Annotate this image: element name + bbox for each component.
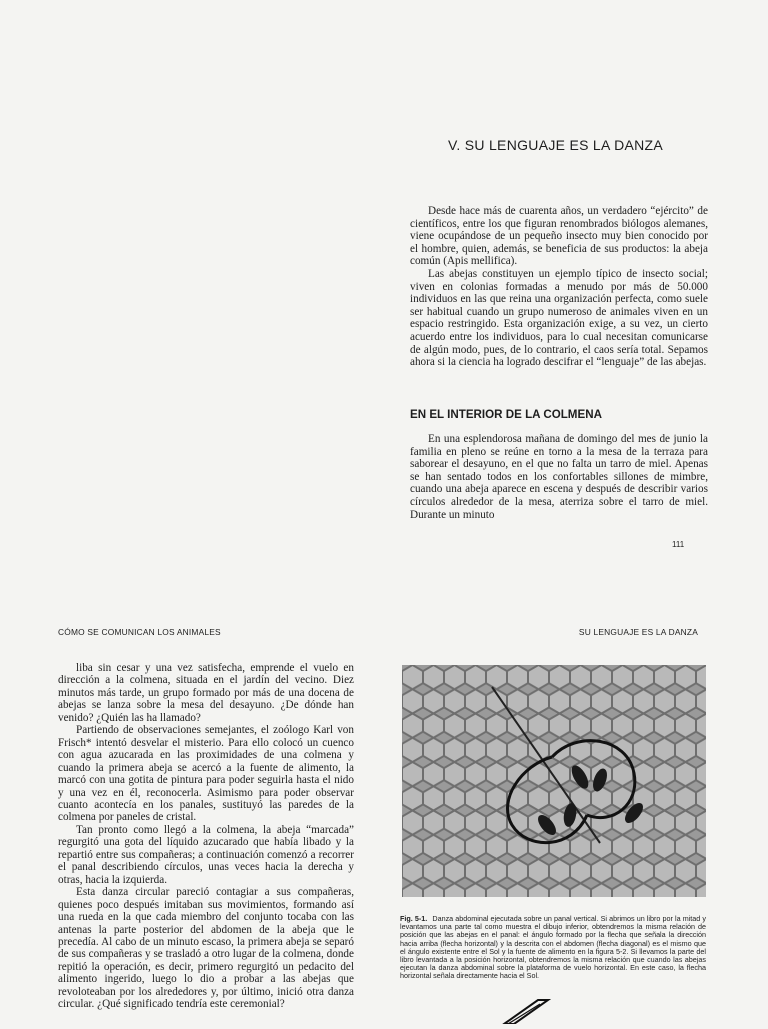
- paragraph: Tan pronto como llegó a la colmena, la abeja “marcada” regurgitó una gota del líquido azucarado que había libado y la repartió entre sus compañeras; a continuación comenzó a recorrer el panal describiendo círculos, unas veces hacia la derecha y otras, hacia la izquierda.: [58, 823, 354, 886]
- running-head-left: CÓMO SE COMUNICAN LOS ANIMALES: [58, 627, 221, 637]
- paragraph: Partiendo de observaciones semejantes, el zoólogo Karl von Frisch* intentó desvelar el misterio. Para ello colocó un cuenco con agua azucarada en las proximidades de una colmena y cuando la primera abeja se acercó a la fuente de alimento, la marcó con una gotita de pintura para poder seguirla hasta el nido y una vez en él, reconocerla. Asimismo para poder observar cuanto acontecía en los panales, sustituyó las paredes de la colmena por paneles de cristal.: [58, 724, 354, 824]
- figure-caption: [400, 915, 706, 981]
- chapter-title: V. SU LENGUAJE ES LA DANZA: [448, 137, 664, 153]
- honeycomb-bee-dance-photo: [402, 665, 706, 897]
- intro-text: [410, 205, 708, 369]
- paragraph: Desde hace más de cuarenta años, un verdadero “ejército” de científicos, entre los que figuran renombrados biólogos alemanes, viene ocupándose de un pequeño insecto muy bien conocido por el hombre, quien, además, se beneficia de sus productos: la abeja común (Apis mellifica).: [410, 205, 708, 268]
- running-head-right: SU LENGUAJE ES LA DANZA: [578, 627, 698, 637]
- paragraph: liba sin cesar y una vez satisfecha, emprende el vuelo en dirección a la colmena, situada en el jardín del vecino. Diez minutos más tarde, un grupo formado por más de una docena de abejas se lanza sobre la mesa del desayuno. ¿De dónde han venido? ¿Quién las ha llamado?: [58, 662, 354, 724]
- paragraph: En una esplendorosa mañana de domingo del mes de junio la familia en pleno se reúne en torno a la mesa de la terraza para saborear el desayuno, en el que no falta un tarro de miel. Apenas se han sentado todos en los confortables sillones de mimbre, cuando una abeja aparece en escena y después de describir varios círculos alrededor de la mesa, aterriza sobre el tarro de miel. Durante un minuto: [410, 433, 708, 521]
- body-text: [58, 662, 354, 1011]
- figure-caption-text: Danza abdominal ejecutada sobre un panal vertical. Si abrimos un libro por la mitad y levantamos una parte tal como muestra el dibujo inferior, obtendremos la misma relación de posición que las abejas en el panal: el ángulo formado por la flecha que señala la dirección hacia arriba (flecha horizontal) y la descrita con el abdomen (flecha diagonal) es el mismo que el ángulo existente entre el Sol y la fuente de alimento en la figura 5-2. Si llevamos la parte del libro levantada a la posición horizontal, obtendremos la misma relación que cuando las abejas ejecutan la danza abdominal sobre la plataforma de vuelo horizontal. En este caso, la flecha horizontal señala directamente hacia el Sol.: [400, 914, 706, 981]
- section-text: [410, 433, 708, 521]
- open-book-drawing: [500, 998, 560, 1024]
- paragraph: Las abejas constituyen un ejemplo típico de insecto social; viven en colonias formadas a menudo por más de 50.000 individuos en las que reina una organización perfecta, como suele ser habitual cuando un grupo numeroso de animales viven en un espacio restringido. Esta organización exige, a su vez, un cierto acuerdo entre los individuos, para lo cual necesitan comunicarse de algún modo, pues, de lo contrario, el caos sería total. Sepamos ahora si la ciencia ha logrado descifrar el “lenguaje” de las abejas.: [410, 267, 708, 369]
- paragraph: Esta danza circular pareció contagiar a sus compañeras, quienes poco después imitaban sus movimientos, formando así una rueda en la que cada miembro del conjunto tocaba con las antenas la parte posterior del abdomen de la abeja que le precedía. Al cabo de un minuto escaso, la primera abeja se separó de sus compañeras y se trasladó a otro lugar de la colmena, donde repitió la operación, es decir, primero regurgitó un pedacito del alimento ingerido, luego lo dio a probar a las abejas que revoloteaban por los alrededores y, por último, inició otra danza circular. ¿Qué significado tendría este ceremonial?: [58, 886, 354, 1011]
- page-bottom: [0, 590, 768, 1024]
- section-heading: EN EL INTERIOR DE LA COLMENA: [410, 408, 602, 421]
- figure-label: Fig. 5-1.: [400, 914, 428, 923]
- page-number: 111: [672, 540, 685, 549]
